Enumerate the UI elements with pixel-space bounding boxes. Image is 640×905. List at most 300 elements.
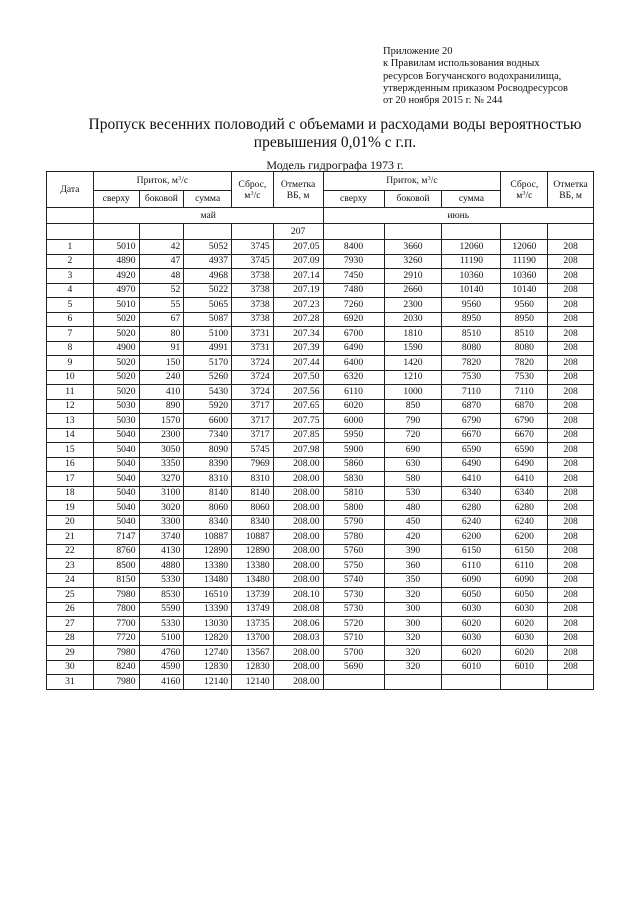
june-discharge-cell: 6010: [501, 660, 548, 675]
june-side-cell: 2910: [384, 269, 442, 284]
header-discharge-may: Сброс, $м^3/с$: [232, 172, 274, 208]
may-sum-cell: 12830: [184, 660, 232, 675]
june-top-cell: 5730: [323, 588, 384, 603]
june-top-cell: 6020: [323, 399, 384, 414]
may-sum-cell: 4937: [184, 254, 232, 269]
june-mark-cell: 208: [548, 559, 594, 574]
may-top-cell: 5020: [93, 327, 139, 342]
table-row: [47, 544, 594, 559]
june-discharge-cell: 6340: [501, 486, 548, 501]
table-month-row: [47, 208, 594, 224]
may-side-cell: 4160: [139, 675, 184, 690]
may-side-cell: 5330: [139, 617, 184, 632]
date-cell: 15: [47, 443, 94, 458]
may-mark-cell: 207.28: [273, 312, 323, 327]
june-mark-cell: 208: [548, 660, 594, 675]
june-top-cell: 6490: [323, 341, 384, 356]
june-discharge-cell: 7530: [501, 370, 548, 385]
table-row: [47, 254, 594, 269]
table-row: [47, 341, 594, 356]
june-discharge-cell: 8950: [501, 312, 548, 327]
may-sum-cell: 8060: [184, 501, 232, 516]
june-sum-cell: 9560: [442, 298, 501, 313]
may-top-cell: 4900: [93, 341, 139, 356]
june-top-cell: 5900: [323, 443, 384, 458]
june-top-cell: 5790: [323, 515, 384, 530]
june-side-cell: 580: [384, 472, 442, 487]
may-top-cell: 5040: [93, 486, 139, 501]
may-top-cell: 5020: [93, 385, 139, 400]
june-top-cell: 5780: [323, 530, 384, 545]
may-discharge-cell: 12890: [232, 544, 274, 559]
june-sum-cell: 8510: [442, 327, 501, 342]
may-side-cell: 4760: [139, 646, 184, 661]
initial-blank-6: [323, 224, 384, 240]
may-discharge-cell: 3738: [232, 312, 274, 327]
date-cell: 10: [47, 370, 94, 385]
june-top-cell: 5760: [323, 544, 384, 559]
may-sum-cell: 6600: [184, 414, 232, 429]
may-top-cell: 5040: [93, 428, 139, 443]
may-side-cell: 2300: [139, 428, 184, 443]
header-top-may: сверху: [93, 191, 139, 208]
june-discharge-cell: [501, 675, 548, 690]
june-mark-cell: 208: [548, 544, 594, 559]
june-side-cell: 320: [384, 588, 442, 603]
june-sum-cell: 7820: [442, 356, 501, 371]
may-side-cell: 3020: [139, 501, 184, 516]
may-mark-cell: 207.19: [273, 283, 323, 298]
table-row: [47, 240, 594, 255]
may-mark-cell: 207.44: [273, 356, 323, 371]
may-mark-cell: 208.00: [273, 530, 323, 545]
june-sum-cell: 6240: [442, 515, 501, 530]
may-top-cell: 5020: [93, 370, 139, 385]
june-side-cell: 450: [384, 515, 442, 530]
june-mark-cell: 208: [548, 486, 594, 501]
june-side-cell: 720: [384, 428, 442, 443]
may-discharge-cell: 3724: [232, 356, 274, 371]
may-mark-cell: 208.00: [273, 515, 323, 530]
june-discharge-cell: 6870: [501, 399, 548, 414]
may-side-cell: 150: [139, 356, 184, 371]
header-mark-may: Отметка ВБ, м: [273, 172, 323, 208]
june-top-cell: 5830: [323, 472, 384, 487]
may-side-cell: 1570: [139, 414, 184, 429]
may-top-cell: 5020: [93, 356, 139, 371]
june-side-cell: 2300: [384, 298, 442, 313]
may-side-cell: 410: [139, 385, 184, 400]
may-top-cell: 5040: [93, 515, 139, 530]
may-mark-cell: 207.05: [273, 240, 323, 255]
table-initial-row: [47, 224, 594, 240]
may-side-cell: 3270: [139, 472, 184, 487]
date-cell: 28: [47, 631, 94, 646]
june-sum-cell: 6200: [442, 530, 501, 545]
june-side-cell: 1590: [384, 341, 442, 356]
june-top-cell: 5720: [323, 617, 384, 632]
june-mark-cell: 208: [548, 414, 594, 429]
june-mark-cell: 208: [548, 370, 594, 385]
june-mark-cell: 208: [548, 457, 594, 472]
june-discharge-cell: 6030: [501, 602, 548, 617]
june-side-cell: 320: [384, 631, 442, 646]
may-discharge-cell: 3724: [232, 385, 274, 400]
table-row: [47, 457, 594, 472]
june-mark-cell: 208: [548, 501, 594, 516]
may-mark-cell: 208.00: [273, 544, 323, 559]
june-side-cell: 3660: [384, 240, 442, 255]
june-mark-cell: 208: [548, 530, 594, 545]
date-cell: 11: [47, 385, 94, 400]
date-cell: 5: [47, 298, 94, 313]
june-top-cell: 8400: [323, 240, 384, 255]
june-mark-cell: 208: [548, 617, 594, 632]
june-top-cell: 6700: [323, 327, 384, 342]
may-mark-cell: 208.00: [273, 573, 323, 588]
table-row: [47, 399, 594, 414]
june-discharge-cell: 6280: [501, 501, 548, 516]
may-side-cell: 8530: [139, 588, 184, 603]
may-side-cell: 67: [139, 312, 184, 327]
june-sum-cell: 8080: [442, 341, 501, 356]
june-side-cell: 630: [384, 457, 442, 472]
appendix-line-4: утвержденным приказом Росводресурсов: [383, 82, 568, 94]
date-cell: 31: [47, 675, 94, 690]
date-cell: 3: [47, 269, 94, 284]
may-mark-cell: 208.00: [273, 646, 323, 661]
initial-blank-2: [93, 224, 139, 240]
may-discharge-cell: 3745: [232, 254, 274, 269]
date-cell: 23: [47, 559, 94, 574]
date-cell: 24: [47, 573, 94, 588]
table-row: [47, 573, 594, 588]
table-body: [47, 240, 594, 690]
june-discharge-cell: 6670: [501, 428, 548, 443]
table-row: [47, 414, 594, 429]
june-top-cell: 5800: [323, 501, 384, 516]
appendix-note: [383, 46, 568, 107]
june-discharge-cell: 6790: [501, 414, 548, 429]
header-date: Дата: [47, 172, 94, 208]
may-mark-cell: 207.98: [273, 443, 323, 458]
header-side-may: боковой: [139, 191, 184, 208]
header-sum-may: сумма: [184, 191, 232, 208]
june-discharge-cell: 11190: [501, 254, 548, 269]
june-mark-cell: 208: [548, 472, 594, 487]
june-mark-cell: 208: [548, 341, 594, 356]
document-title-line-1: Пропуск весенних половодий с объемами и расходами воды вероятностью: [88, 116, 582, 133]
may-discharge-cell: 13700: [232, 631, 274, 646]
table-row: [47, 530, 594, 545]
june-sum-cell: 6670: [442, 428, 501, 443]
may-mark-cell: 207.65: [273, 399, 323, 414]
may-mark-cell: 208.00: [273, 675, 323, 690]
june-sum-cell: 6020: [442, 646, 501, 661]
may-sum-cell: 13030: [184, 617, 232, 632]
may-top-cell: 5040: [93, 443, 139, 458]
june-mark-cell: 208: [548, 602, 594, 617]
may-top-cell: 8500: [93, 559, 139, 574]
may-side-cell: 3300: [139, 515, 184, 530]
june-sum-cell: 6030: [442, 631, 501, 646]
may-discharge-cell: 3738: [232, 298, 274, 313]
may-discharge-cell: 8310: [232, 472, 274, 487]
may-sum-cell: 5065: [184, 298, 232, 313]
june-mark-cell: 208: [548, 269, 594, 284]
may-side-cell: 5590: [139, 602, 184, 617]
june-mark-cell: 208: [548, 240, 594, 255]
june-sum-cell: 6490: [442, 457, 501, 472]
appendix-line-1: Приложение 20: [383, 46, 453, 57]
june-discharge-cell: 6020: [501, 617, 548, 632]
june-sum-cell: 6870: [442, 399, 501, 414]
hydrograph-model-caption: Модель гидрографа 1973 г.: [266, 158, 404, 172]
june-discharge-cell: 10140: [501, 283, 548, 298]
may-side-cell: 3350: [139, 457, 184, 472]
table-row: [47, 428, 594, 443]
may-side-cell: 47: [139, 254, 184, 269]
may-sum-cell: 13380: [184, 559, 232, 574]
table-row: [47, 660, 594, 675]
may-top-cell: 7700: [93, 617, 139, 632]
june-top-cell: 5750: [323, 559, 384, 574]
may-mark-cell: 208.00: [273, 559, 323, 574]
date-cell: 12: [47, 399, 94, 414]
table-row: [47, 370, 594, 385]
may-sum-cell: 5052: [184, 240, 232, 255]
may-mark-cell: 207.09: [273, 254, 323, 269]
date-cell: 22: [47, 544, 94, 559]
june-discharge-cell: 6200: [501, 530, 548, 545]
june-mark-cell: 208: [548, 646, 594, 661]
table-row: [47, 631, 594, 646]
may-side-cell: 3100: [139, 486, 184, 501]
may-top-cell: 5040: [93, 472, 139, 487]
header-inflow-june: Приток, $м^3/с$: [323, 172, 501, 191]
june-discharge-cell: 10360: [501, 269, 548, 284]
june-side-cell: [384, 675, 442, 690]
june-mark-cell: 208: [548, 254, 594, 269]
initial-blank-4: [184, 224, 232, 240]
june-discharge-cell: 7110: [501, 385, 548, 400]
may-mark-cell: 208.00: [273, 660, 323, 675]
june-side-cell: 2660: [384, 283, 442, 298]
june-side-cell: 1810: [384, 327, 442, 342]
may-top-cell: 7980: [93, 675, 139, 690]
june-sum-cell: 7110: [442, 385, 501, 400]
may-side-cell: 4590: [139, 660, 184, 675]
june-sum-cell: 8950: [442, 312, 501, 327]
june-side-cell: 1210: [384, 370, 442, 385]
table-row: [47, 443, 594, 458]
may-mark-cell: 208.00: [273, 457, 323, 472]
date-cell: 16: [47, 457, 94, 472]
june-top-cell: 7260: [323, 298, 384, 313]
may-side-cell: 48: [139, 269, 184, 284]
may-mark-cell: 208.10: [273, 588, 323, 603]
june-discharge-cell: 6590: [501, 443, 548, 458]
may-discharge-cell: 8340: [232, 515, 274, 530]
june-side-cell: 1000: [384, 385, 442, 400]
may-side-cell: 91: [139, 341, 184, 356]
june-mark-cell: 208: [548, 631, 594, 646]
june-top-cell: 6320: [323, 370, 384, 385]
may-mark-cell: 207.23: [273, 298, 323, 313]
june-side-cell: 3260: [384, 254, 442, 269]
june-side-cell: 320: [384, 660, 442, 675]
table-row: [47, 312, 594, 327]
june-mark-cell: 208: [548, 399, 594, 414]
june-side-cell: 2030: [384, 312, 442, 327]
may-discharge-cell: 8060: [232, 501, 274, 516]
may-sum-cell: 12890: [184, 544, 232, 559]
june-mark-cell: 208: [548, 283, 594, 298]
may-top-cell: 8240: [93, 660, 139, 675]
june-sum-cell: 11190: [442, 254, 501, 269]
document-title-line-2: превышения 0,01% с г.п.: [253, 134, 417, 151]
june-side-cell: 300: [384, 617, 442, 632]
june-sum-cell: 6030: [442, 602, 501, 617]
june-top-cell: 5710: [323, 631, 384, 646]
june-side-cell: 320: [384, 646, 442, 661]
june-sum-cell: 6090: [442, 573, 501, 588]
header-side-june: боковой: [384, 191, 442, 208]
may-discharge-cell: 3738: [232, 269, 274, 284]
may-side-cell: 4880: [139, 559, 184, 574]
date-cell: 27: [47, 617, 94, 632]
table-header-row-1: [47, 172, 594, 191]
initial-blank-7: [384, 224, 442, 240]
june-top-cell: 5860: [323, 457, 384, 472]
table-row: [47, 327, 594, 342]
may-top-cell: 7980: [93, 646, 139, 661]
june-mark-cell: 208: [548, 385, 594, 400]
date-cell: 17: [47, 472, 94, 487]
table-row: [47, 298, 594, 313]
table-row: [47, 385, 594, 400]
june-mark-cell: 208: [548, 298, 594, 313]
may-mark-cell: 207.50: [273, 370, 323, 385]
june-discharge-cell: 6110: [501, 559, 548, 574]
date-cell: 19: [47, 501, 94, 516]
date-cell: 20: [47, 515, 94, 530]
june-mark-cell: [548, 675, 594, 690]
may-top-cell: 4920: [93, 269, 139, 284]
may-sum-cell: 5022: [184, 283, 232, 298]
initial-blank-5: [232, 224, 274, 240]
table-row: [47, 675, 594, 690]
june-sum-cell: 6590: [442, 443, 501, 458]
may-sum-cell: 5260: [184, 370, 232, 385]
date-cell: 4: [47, 283, 94, 298]
may-sum-cell: 5100: [184, 327, 232, 342]
june-side-cell: 790: [384, 414, 442, 429]
june-top-cell: 5700: [323, 646, 384, 661]
june-side-cell: 850: [384, 399, 442, 414]
june-side-cell: 300: [384, 602, 442, 617]
may-sum-cell: 16510: [184, 588, 232, 603]
date-cell: 8: [47, 341, 94, 356]
june-top-cell: 6400: [323, 356, 384, 371]
table-row: [47, 588, 594, 603]
june-sum-cell: 6790: [442, 414, 501, 429]
may-mark-cell: 208.03: [273, 631, 323, 646]
table-row: [47, 617, 594, 632]
may-mark-cell: 207.56: [273, 385, 323, 400]
may-top-cell: 5040: [93, 501, 139, 516]
june-sum-cell: [442, 675, 501, 690]
may-sum-cell: 5170: [184, 356, 232, 371]
june-discharge-cell: 7820: [501, 356, 548, 371]
header-mark-june: Отметка ВБ, м: [548, 172, 594, 208]
june-sum-cell: 6050: [442, 588, 501, 603]
may-top-cell: 7980: [93, 588, 139, 603]
date-cell: 13: [47, 414, 94, 429]
may-sum-cell: 8310: [184, 472, 232, 487]
initial-blank-10: [548, 224, 594, 240]
table-row: [47, 559, 594, 574]
may-discharge-cell: 12830: [232, 660, 274, 675]
may-sum-cell: 8140: [184, 486, 232, 501]
may-mark-cell: 208.08: [273, 602, 323, 617]
initial-mark-value: 207: [273, 224, 323, 240]
may-top-cell: 5010: [93, 240, 139, 255]
june-discharge-cell: 9560: [501, 298, 548, 313]
june-sum-cell: 6280: [442, 501, 501, 516]
june-mark-cell: 208: [548, 573, 594, 588]
june-top-cell: 5730: [323, 602, 384, 617]
may-sum-cell: 5430: [184, 385, 232, 400]
may-mark-cell: 207.85: [273, 428, 323, 443]
may-mark-cell: 207.75: [273, 414, 323, 429]
may-discharge-cell: 3717: [232, 399, 274, 414]
june-top-cell: [323, 675, 384, 690]
may-sum-cell: 4968: [184, 269, 232, 284]
june-sum-cell: 10360: [442, 269, 501, 284]
flood-discharge-table: [46, 171, 594, 690]
june-sum-cell: 10140: [442, 283, 501, 298]
appendix-line-3: ресурсов Богучанского водохранилища,: [383, 70, 562, 82]
june-side-cell: 360: [384, 559, 442, 574]
header-discharge-june: Сброс, $м^3/с$: [501, 172, 548, 208]
table-row: [47, 646, 594, 661]
may-top-cell: 5040: [93, 457, 139, 472]
may-top-cell: 5010: [93, 298, 139, 313]
june-discharge-cell: 6410: [501, 472, 548, 487]
may-sum-cell: 8390: [184, 457, 232, 472]
may-top-cell: 5020: [93, 312, 139, 327]
june-mark-cell: 208: [548, 356, 594, 371]
may-sum-cell: 5087: [184, 312, 232, 327]
may-top-cell: 8150: [93, 573, 139, 588]
june-sum-cell: 12060: [442, 240, 501, 255]
june-discharge-cell: 12060: [501, 240, 548, 255]
may-side-cell: 80: [139, 327, 184, 342]
june-mark-cell: 208: [548, 443, 594, 458]
june-side-cell: 350: [384, 573, 442, 588]
june-mark-cell: 208: [548, 428, 594, 443]
may-top-cell: 5030: [93, 414, 139, 429]
may-side-cell: 890: [139, 399, 184, 414]
may-discharge-cell: 3731: [232, 341, 274, 356]
table-row: [47, 515, 594, 530]
initial-blank-9: [501, 224, 548, 240]
table-row: [47, 501, 594, 516]
table-row: [47, 283, 594, 298]
june-top-cell: 6000: [323, 414, 384, 429]
june-top-cell: 5810: [323, 486, 384, 501]
